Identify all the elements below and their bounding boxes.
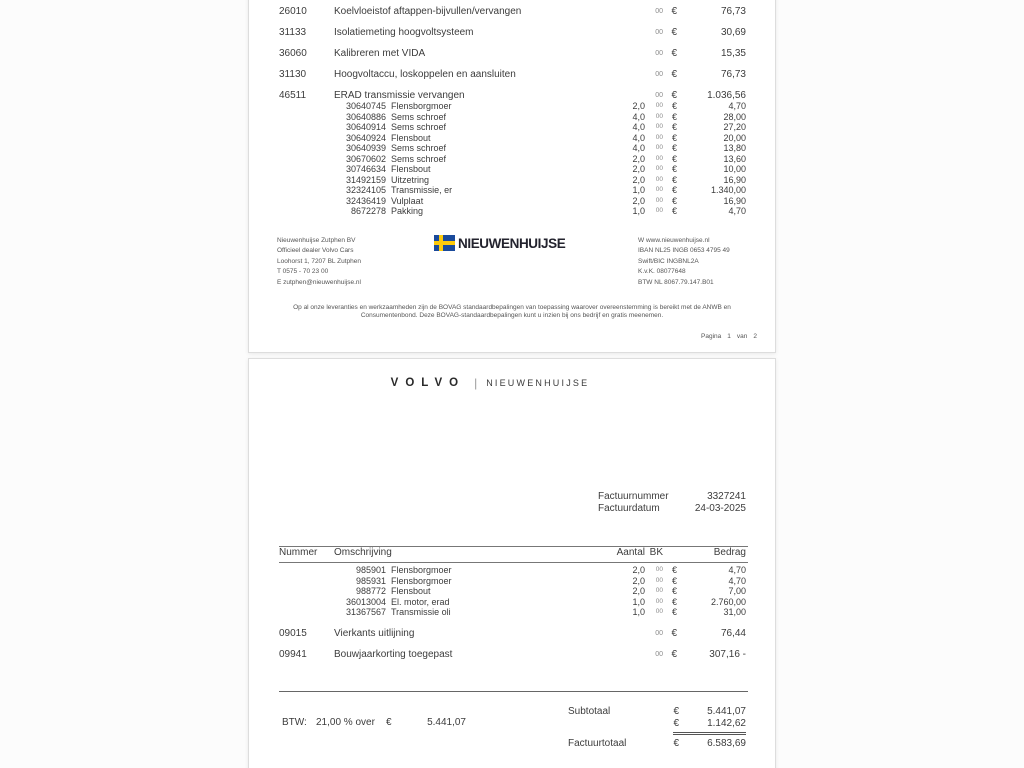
item-description <box>334 565 605 576</box>
subtotal-row <box>568 706 746 718</box>
euro-sign: € <box>671 596 677 607</box>
company-bank-line: W www.nieuwenhuijse.nl <box>638 237 710 244</box>
item-btw-code: 00 <box>655 587 663 594</box>
invoice-page-2 <box>248 358 776 768</box>
description-text: El. motor, erad <box>391 596 450 607</box>
company-bank-line: Swift/BIC INGBNL2A <box>638 257 699 265</box>
item-description <box>334 586 605 597</box>
invoice-total-row <box>568 738 746 750</box>
item-quantity <box>605 629 645 639</box>
description-text: Flensborgmoer <box>391 101 452 111</box>
item-code: 36060 <box>279 48 307 59</box>
euro-sign: € <box>671 132 677 143</box>
item-amount: 10,00 <box>723 164 746 174</box>
item-btw-code: 00 <box>655 566 663 573</box>
item-btw-code: 00 <box>655 154 663 162</box>
company-bank-line: K.v.K. 08077648 <box>638 268 686 276</box>
company-address-line: Loohorst 1, 7207 BL Zutphen <box>277 257 361 265</box>
company-bank-line: IBAN NL25 INGB 0653 4795 49 <box>638 247 730 255</box>
euro-sign: € <box>671 206 677 216</box>
item-description <box>334 7 605 17</box>
euro-sign: € <box>671 575 677 586</box>
part-number: 36013004 <box>345 596 386 607</box>
invoice-date-value: 24-03-2025 <box>694 503 746 514</box>
invoice-number-value: 3327241 <box>707 491 746 502</box>
item-quantity: 1,0 <box>632 206 645 216</box>
dealer-name: NIEUWENHUIJSE <box>486 378 590 388</box>
description-text: ERAD transmissie vervangen <box>334 90 465 101</box>
item-amount: 7,00 <box>728 586 746 596</box>
item-description <box>334 206 605 217</box>
euro-sign: € <box>671 122 677 132</box>
invoice-total-amount: 6.583,69 <box>707 738 746 749</box>
table-row <box>249 91 775 101</box>
item-description <box>334 607 605 618</box>
euro-sign: € <box>671 111 677 122</box>
company-address-line: Nieuwenhuijse Zutphen BV <box>277 237 356 244</box>
invoice-meta <box>598 491 746 515</box>
item-description <box>334 164 605 175</box>
item-quantity: 4,0 <box>632 111 645 122</box>
item-quantity <box>605 70 645 80</box>
item-btw-code: 00 <box>655 71 663 78</box>
item-quantity: 2,0 <box>632 575 645 586</box>
description-text: Pakking <box>391 206 424 216</box>
item-amount: 13,80 <box>723 143 746 153</box>
description-text: Hoogvoltaccu, loskoppelen en aansluiten <box>334 69 516 80</box>
euro-sign: € <box>671 648 677 660</box>
item-quantity <box>605 91 645 101</box>
item-description <box>334 629 605 639</box>
item-btw-code: 00 <box>655 629 663 637</box>
header-nummer: Nummer <box>279 547 318 558</box>
company-address-block <box>277 236 361 288</box>
description-text: Kalibreren met VIDA <box>334 48 426 59</box>
table-row <box>249 7 775 17</box>
part-number: 30670602 <box>345 153 386 164</box>
euro-sign: € <box>671 586 677 596</box>
item-description <box>334 175 605 186</box>
item-description <box>334 154 605 165</box>
item-btw-code: 00 <box>655 123 663 130</box>
item-btw-code: 00 <box>655 175 663 183</box>
item-code: 31133 <box>279 27 307 38</box>
table-row <box>249 154 775 165</box>
description-text: Flensborgmoer <box>391 575 452 586</box>
item-code: 31130 <box>279 69 307 80</box>
item-code <box>279 175 334 186</box>
item-amount: 27,20 <box>723 122 746 132</box>
item-btw-code: 00 <box>655 8 663 15</box>
item-quantity: 4,0 <box>632 132 645 143</box>
item-quantity: 2,0 <box>632 586 645 596</box>
table-row <box>249 565 775 576</box>
item-quantity <box>605 49 645 59</box>
item-amount: 76,73 <box>720 6 746 17</box>
table-row <box>249 206 775 217</box>
table-row <box>249 586 775 597</box>
euro-sign: € <box>671 164 677 174</box>
item-code: 09015 <box>279 627 307 639</box>
part-number: 32324105 <box>345 185 386 195</box>
invoice-number-row <box>598 491 746 503</box>
van-label: van <box>736 333 748 340</box>
item-code <box>279 101 334 112</box>
item-amount: 4,70 <box>728 206 746 216</box>
subtotal-label: Subtotaal <box>568 706 611 717</box>
company-address-line: Officieel dealer Volvo Cars <box>277 247 354 255</box>
invoice-date-label: Factuurdatum <box>598 503 660 514</box>
euro-sign: € <box>671 48 677 59</box>
totals-rule <box>279 691 748 692</box>
table-header-row <box>249 548 775 558</box>
part-number: 30640924 <box>345 132 386 143</box>
description-text: Transmissie, er <box>391 185 453 195</box>
item-description <box>334 597 605 608</box>
item-description <box>334 70 605 80</box>
item-description <box>334 576 605 587</box>
table-row <box>249 629 775 639</box>
item-quantity: 2,0 <box>632 174 645 185</box>
description-text: Flensbout <box>391 132 431 143</box>
item-amount: 4,70 <box>728 565 746 575</box>
table-row <box>249 49 775 59</box>
item-amount: 31,00 <box>723 607 746 617</box>
euro-sign: € <box>671 185 677 195</box>
item-btw-code: 00 <box>655 196 663 204</box>
item-description <box>334 650 605 660</box>
table-row <box>249 101 775 112</box>
euro-sign: € <box>671 195 677 206</box>
item-description <box>334 196 605 207</box>
item-amount: 16,90 <box>723 195 746 206</box>
btw-calculation <box>282 717 466 728</box>
bovag-terms-line2: Consumentenbond. Deze BOVAG-standaardbepalingen kunt u inzien bij ons bedrijf en gratis meenemen. <box>360 312 664 320</box>
page-number: 1 <box>727 333 731 340</box>
item-quantity: 2,0 <box>632 164 645 174</box>
euro-sign: € <box>673 718 679 729</box>
item-amount: 1.036,56 <box>707 90 746 101</box>
item-code <box>279 206 334 217</box>
company-address-line: E zutphen@nieuwenhuijse.nl <box>277 278 361 286</box>
item-code <box>279 586 334 597</box>
header-aantal: Aantal <box>616 547 645 558</box>
company-address-line: T 0575 - 70 23 00 <box>277 268 329 276</box>
table-row <box>249 70 775 80</box>
header-omschrijving: Omschrijving <box>334 547 392 558</box>
part-number: 8672278 <box>350 206 386 216</box>
description-text: Sems schroef <box>391 111 447 122</box>
part-number: 32436419 <box>345 195 386 206</box>
euro-sign: € <box>671 153 677 164</box>
item-btw-code: 00 <box>655 186 663 193</box>
euro-sign: € <box>671 143 677 153</box>
euro-sign: € <box>386 717 392 728</box>
table-row <box>249 28 775 38</box>
table-row <box>249 175 775 186</box>
part-number: 31367567 <box>345 607 386 617</box>
item-amount: 30,69 <box>720 27 746 38</box>
description-text: Vulplaat <box>391 195 424 206</box>
part-number: 30746634 <box>345 164 386 174</box>
header-currency-spacer <box>663 548 677 558</box>
item-description <box>334 122 605 133</box>
item-code <box>279 133 334 144</box>
logo-wordmark: NIEUWENHUIJSE <box>458 235 566 251</box>
euro-sign: € <box>671 90 677 101</box>
item-btw-code: 00 <box>655 133 663 141</box>
table-header-rule <box>279 562 748 563</box>
item-amount: 76,44 <box>720 627 746 639</box>
item-code <box>279 597 334 608</box>
pagina-label: Pagina <box>701 333 722 340</box>
btw-base-amount: 5.441,07 <box>427 717 466 728</box>
table-row <box>249 597 775 608</box>
item-description <box>334 133 605 144</box>
item-amount: 2.760,00 <box>710 596 746 607</box>
line-items-page2 <box>249 565 775 660</box>
euro-sign: € <box>673 738 679 749</box>
company-bank-block <box>638 236 730 288</box>
line-items-page1 <box>249 0 775 217</box>
item-amount: 307,16 - <box>709 648 746 660</box>
part-number: 985901 <box>355 565 386 575</box>
item-amount: 16,90 <box>723 174 746 185</box>
item-quantity: 2,0 <box>632 565 645 575</box>
item-code <box>279 154 334 165</box>
company-bank-line: BTW NL 8067.79.147.B01 <box>638 278 714 286</box>
btw-amount-row <box>568 718 746 730</box>
euro-sign: € <box>671 607 677 617</box>
part-number: 30640914 <box>345 122 386 132</box>
part-number: 30640939 <box>345 143 386 153</box>
item-quantity <box>605 28 645 38</box>
euro-sign: € <box>671 627 677 639</box>
part-number: 988772 <box>355 586 386 596</box>
table-row <box>249 650 775 660</box>
item-quantity: 4,0 <box>632 122 645 132</box>
part-number: 30640886 <box>345 111 386 122</box>
item-code <box>279 185 334 196</box>
total-pages: 2 <box>753 333 757 340</box>
item-amount: 28,00 <box>723 111 746 122</box>
header-bk: BK <box>649 547 663 558</box>
part-number: 31492159 <box>345 174 386 185</box>
item-btw-code: 00 <box>655 144 663 151</box>
item-code: 46511 <box>279 90 307 101</box>
item-quantity <box>605 650 645 660</box>
item-btw-code: 00 <box>655 29 663 36</box>
euro-sign: € <box>671 6 677 17</box>
btw-amount: 1.142,62 <box>707 718 746 729</box>
btw-label: BTW: <box>282 717 307 728</box>
part-number: 985931 <box>355 575 386 586</box>
part-number: 30640745 <box>345 101 386 111</box>
description-text: Flensbout <box>391 586 431 596</box>
description-text: Sems schroef <box>391 122 447 132</box>
item-btw-code: 00 <box>655 576 663 584</box>
item-btw-code: 00 <box>655 102 663 109</box>
item-amount: 13,60 <box>723 153 746 164</box>
header-bedrag: Bedrag <box>713 547 746 558</box>
euro-sign: € <box>671 69 677 80</box>
table-row <box>249 112 775 123</box>
volvo-wordmark: VOLVO <box>390 377 466 389</box>
item-quantity: 2,0 <box>632 153 645 164</box>
item-code: 26010 <box>279 6 307 17</box>
item-code <box>279 607 334 618</box>
table-row <box>249 576 775 587</box>
item-btw-code: 00 <box>655 165 663 172</box>
total-double-rule <box>673 732 746 735</box>
description-text: Sems schroef <box>391 153 447 164</box>
item-code <box>279 143 334 154</box>
item-amount: 4,70 <box>728 101 746 111</box>
item-code <box>279 122 334 133</box>
item-quantity: 1,0 <box>632 185 645 195</box>
swedish-flag-icon <box>434 235 455 251</box>
item-amount: 76,73 <box>720 69 746 80</box>
description-text: Flensbout <box>391 164 431 174</box>
description-text: Vierkants uitlijning <box>334 627 415 639</box>
item-quantity: 2,0 <box>632 101 645 111</box>
description-text: Isolatiemeting hoogvoltsysteem <box>334 27 474 38</box>
table-row <box>249 143 775 154</box>
item-code <box>279 164 334 175</box>
item-quantity: 2,0 <box>632 195 645 206</box>
item-quantity <box>605 7 645 17</box>
item-btw-code: 00 <box>655 597 663 605</box>
item-btw-code: 00 <box>655 50 663 57</box>
item-description <box>334 112 605 123</box>
bovag-terms <box>269 304 755 320</box>
item-btw-code: 00 <box>655 650 663 658</box>
nieuwenhuijse-logo <box>434 235 565 251</box>
euro-sign: € <box>671 27 677 38</box>
page-indicator <box>701 333 757 340</box>
item-amount: 4,70 <box>728 575 746 586</box>
item-description <box>334 28 605 38</box>
item-description <box>334 185 605 196</box>
table-row <box>249 196 775 207</box>
item-description <box>334 101 605 112</box>
item-amount: 1.340,00 <box>710 185 746 195</box>
item-quantity: 1,0 <box>632 607 645 617</box>
euro-sign: € <box>671 565 677 575</box>
item-code <box>279 196 334 207</box>
euro-sign: € <box>673 706 679 717</box>
description-text: Transmissie oli <box>391 607 451 617</box>
invoice-page-1 <box>248 0 776 353</box>
description-text: Koelvloeistof aftappen-bijvullen/vervangen <box>334 6 522 17</box>
volvo-dealer-header <box>249 376 731 390</box>
invoice-date-row <box>598 503 746 515</box>
item-amount: 20,00 <box>723 132 746 143</box>
item-btw-code: 00 <box>655 608 663 615</box>
subtotal-amount: 5.441,07 <box>707 706 746 717</box>
euro-sign: € <box>671 174 677 185</box>
item-btw-code: 00 <box>655 207 663 214</box>
description-text: Uitzetring <box>391 174 430 185</box>
table-row <box>249 122 775 133</box>
item-description <box>334 143 605 154</box>
item-description <box>334 49 605 59</box>
table-row <box>249 133 775 144</box>
bovag-terms-line1: Op al onze leveranties en werkzaamheden zijn de BOVAG standaardbepalingen van toepassing waarover overeenstemming is bereikt met de ANWB en <box>293 304 731 311</box>
btw-amount-label-spacer <box>568 718 667 730</box>
description-text: Flensborgmoer <box>391 565 452 575</box>
btw-rate: 21,00 % over <box>316 717 375 728</box>
item-btw-code: 00 <box>655 112 663 120</box>
item-quantity: 4,0 <box>632 143 645 153</box>
euro-sign: € <box>671 101 677 111</box>
item-quantity: 1,0 <box>632 596 645 607</box>
description-text: Bouwjaarkorting toegepast <box>334 648 453 660</box>
invoice-number-label: Factuurnummer <box>598 491 669 502</box>
table-row <box>249 185 775 196</box>
invoice-total-label: Factuurtotaal <box>568 738 627 749</box>
totals-block <box>568 706 746 750</box>
item-code: 09941 <box>279 648 307 660</box>
description-text: Sems schroef <box>391 143 447 153</box>
brand-divider: | <box>474 376 478 390</box>
item-description <box>334 91 605 101</box>
item-code <box>279 576 334 587</box>
item-code <box>279 565 334 576</box>
item-code <box>279 112 334 123</box>
item-btw-code: 00 <box>655 92 663 99</box>
table-row <box>249 164 775 175</box>
item-amount: 15,35 <box>720 48 746 59</box>
table-row <box>249 607 775 618</box>
